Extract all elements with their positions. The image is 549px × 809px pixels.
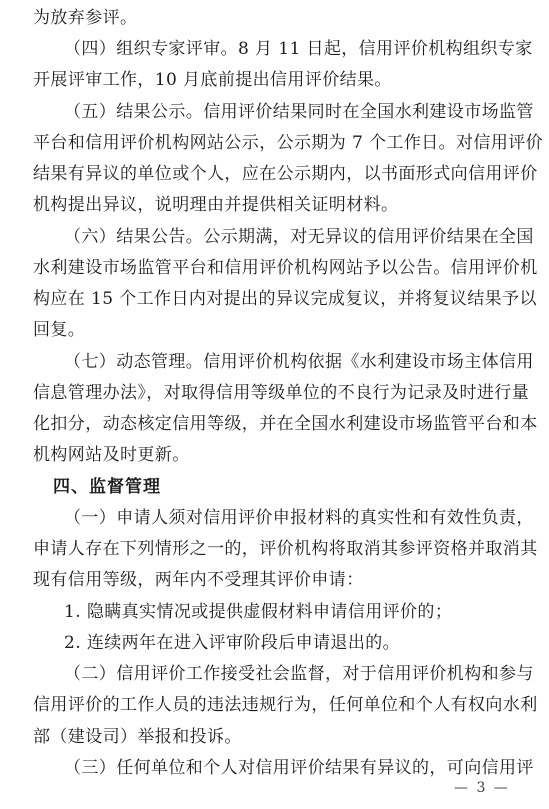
paragraph-line: （七）动态管理。信用评价机构依据《水利建设市场主体信用 xyxy=(64,352,534,372)
list-item: 2. 连续两年在进入评审阶段后申请退出的。 xyxy=(64,633,401,653)
paragraph-line: （六）结果公告。公示期满，对无异议的信用评价结果在全国 xyxy=(64,227,534,247)
text-line: 结果有异议的单位或个人，应在公示期内，以书面形式向信用评价 xyxy=(33,164,538,184)
section-heading: 四、监督管理 xyxy=(53,477,161,497)
paragraph-line: （一）申请人须对信用评价申报材料的真实性和有效性负责， xyxy=(64,508,534,528)
text-line: 平台和信用评价机构网站公示，公示期为 7 个工作日。对信用评价 xyxy=(33,133,544,153)
page-number: — 3 — xyxy=(454,780,510,796)
paragraph-line: （二）信用评价工作接受社会监督，对于信用评价机构和参与 xyxy=(64,664,534,684)
text-line: 水利建设市场监管平台和信用评价机构网站予以公告。信用评价机 xyxy=(33,258,538,278)
text-line: 回复。 xyxy=(33,320,86,340)
text-line: 机构网站及时更新。 xyxy=(33,445,190,465)
text-line: 开展评审工作，10 月底前提出信用评价结果。 xyxy=(33,70,392,90)
text-line: 现有信用等级，两年内不受理其评价申请： xyxy=(33,570,364,590)
text-line: 信用评价的工作人员的违法违规行为，任何单位和个人有权向水利 xyxy=(33,695,538,715)
text-line: 构应在 15 个工作日内对提出的异议完成复议，并将复议结果予以 xyxy=(33,289,537,309)
paragraph-line: （四）组织专家评审。8 月 11 日起，信用评价机构组织专家 xyxy=(64,39,533,59)
text-line: 机构提出异议，说明理由并提供相关证明材料。 xyxy=(33,195,399,215)
text-line: 为放弃参评。 xyxy=(33,8,138,28)
text-line: 申请人存在下列情形之一的，评价机构将取消其参评资格并取消其 xyxy=(33,539,538,559)
text-line: 化扣分，动态核定信用等级，并在全国水利建设市场监管平台和本 xyxy=(33,414,538,434)
text-line: 信息管理办法》，对取得信用等级单位的不良行为记录及时进行量 xyxy=(33,383,530,403)
paragraph-line: （三）任何单位和个人对信用评价结果有异议的，可向信用评 xyxy=(64,758,534,778)
paragraph-line: （五）结果公示。信用评价结果同时在全国水利建设市场监管 xyxy=(64,102,534,122)
text-line: 部（建设司）举报和投诉。 xyxy=(33,727,242,747)
list-item: 1. 隐瞒真实情况或提供虚假材料申请信用评价的； xyxy=(64,602,453,622)
